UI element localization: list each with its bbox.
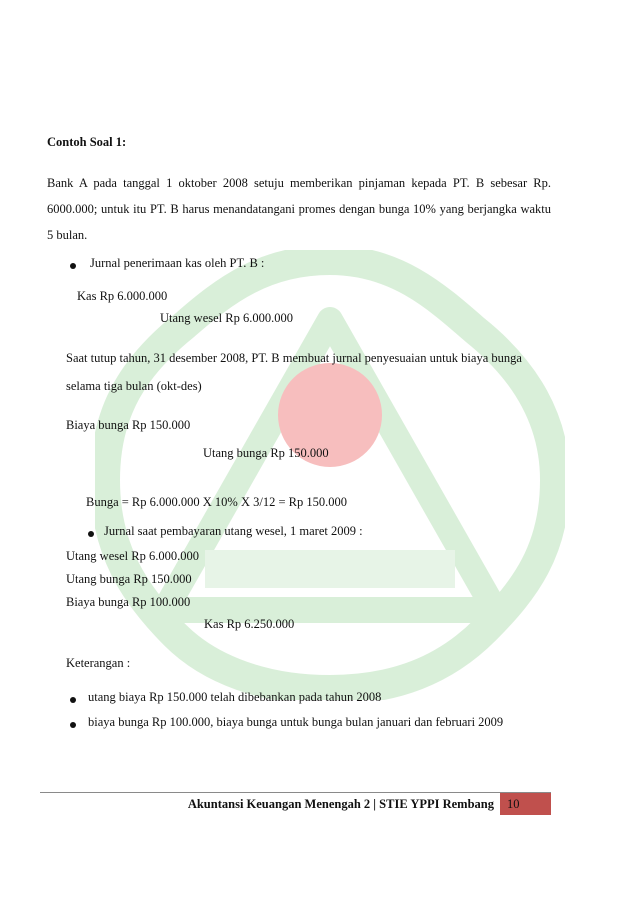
keterangan-label: Keterangan :	[66, 656, 131, 670]
note-item-2: biaya bunga Rp 100.000, biaya bunga untuk bunga bulan januari dan februari 2009	[88, 715, 504, 729]
note-item-1: utang biaya Rp 150.000 telah dibebankan pada tahun 2008	[88, 690, 382, 704]
journal2-debit: Biaya bunga Rp 150.000	[66, 418, 191, 432]
journal3-credit: Kas Rp 6.250.000	[204, 617, 295, 631]
bullet-jurnal-penerimaan: Jurnal penerimaan kas oleh PT. B :	[90, 256, 265, 270]
watermark-banner	[205, 550, 455, 588]
footer-course-title: Akuntansi Keuangan Menengah 2 | STIE YPPI Rembang	[187, 797, 494, 811]
example-heading: Contoh Soal 1:	[47, 135, 127, 149]
bunga-calculation: Bunga = Rp 6.000.000 X 10% X 3/12 = Rp 150.000	[86, 495, 347, 509]
closing-text-line2: selama tiga bulan (okt-des)	[66, 379, 202, 393]
closing-text-line1: Saat tutup tahun, 31 desember 2008, PT. B membuat jurnal penyesuaian untuk biaya bunga	[66, 351, 522, 365]
journal2-credit: Utang bunga Rp 150.000	[203, 446, 329, 460]
journal3-line3: Biaya bunga Rp 100.000	[66, 595, 191, 609]
bullet-dot	[88, 531, 94, 537]
footer-divider	[40, 792, 551, 793]
bullet-dot	[70, 722, 76, 728]
bullet-dot	[70, 697, 76, 703]
journal1-debit: Kas Rp 6.000.000	[77, 289, 168, 303]
intro-paragraph: Bank A pada tanggal 1 oktober 2008 setuju memberikan pinjaman kepada PT. B sebesar Rp. 6000.000; untuk itu PT. B harus menandatangani promes dengan bunga 10% yang berjangka waktu 5 bulan.	[47, 176, 551, 242]
journal3-line1: Utang wesel Rp 6.000.000	[66, 549, 199, 563]
journal1-credit: Utang wesel Rp 6.000.000	[160, 311, 293, 325]
bullet-dot	[70, 263, 76, 269]
page-number: 10	[500, 793, 551, 815]
bullet-jurnal-pembayaran: Jurnal saat pembayaran utang wesel, 1 maret 2009 :	[104, 524, 363, 538]
journal3-line2: Utang bunga Rp 150.000	[66, 572, 192, 586]
